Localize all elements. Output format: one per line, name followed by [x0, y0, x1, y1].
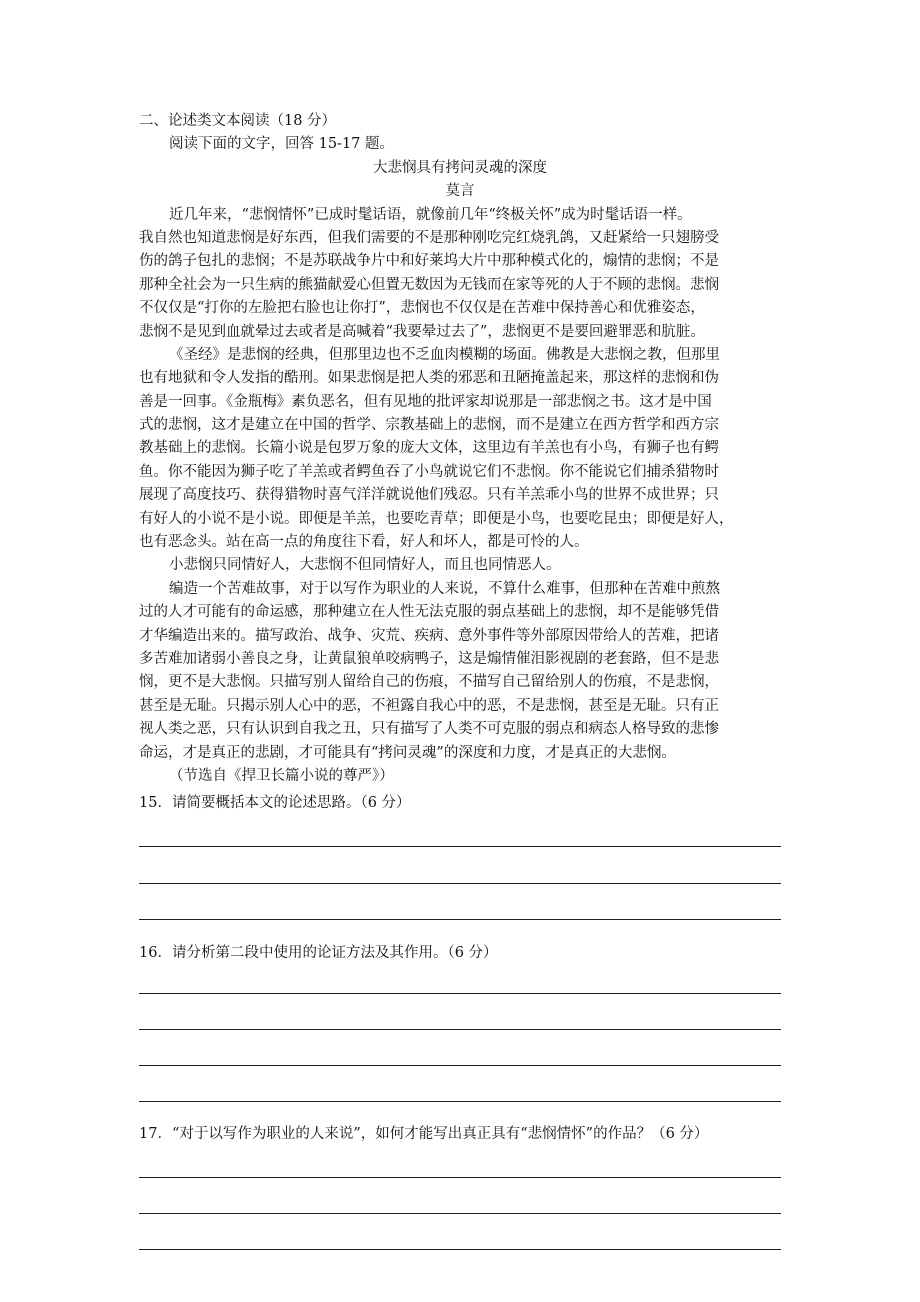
paragraph-line: 鱼。你不能因为狮子吃了羊羔或者鳄鱼吞了小鸟就说它们不悲悯。你不能说它们捕杀猎物时 [139, 463, 719, 480]
paragraph-line: 不仅仅是“打你的左脸把右脸也让你打”，悲悯也不仅仅是在苦难中保持善心和优雅姿态， [139, 300, 705, 317]
reading-instruction: 阅读下面的文字，回答 15-17 题。 [169, 136, 395, 153]
paragraph-line: 甚至是无耻。只揭示别人心中的恶，不袒露自我心中的恶，不是悲悯，甚至是无耻。只有正 [139, 697, 719, 714]
answer-area-15[interactable] [139, 816, 781, 928]
exam-page [139, 110, 781, 1259]
paragraph-line: 编造一个苦难故事，对于以写作为职业的人来说，不算什么难事，但那种在苦难中煎熬 [169, 580, 720, 597]
question-16: 16．请分析第二段中使用的论证方法及其作用。（6 分） [139, 944, 498, 961]
paragraph-line: 教基础上的悲悯。长篇小说是包罗万象的庞大文体，这里边有羊羔也有小鸟，有狮子也有鳄 [139, 440, 719, 457]
section-heading: 二、论述类文本阅读（18 分） [139, 113, 337, 129]
paragraph-1 [139, 204, 781, 344]
paragraph-line: 命运，才是真正的悲剧，才可能具有“拷问灵魂”的深度和力度，才是真正的大悲悯。 [139, 744, 676, 761]
answer-line [139, 883, 781, 884]
answer-line [139, 1249, 781, 1250]
question-15: 15．请简要概括本文的论述思路。（6 分） [139, 795, 411, 812]
paragraph-line: 有好人的小说不是小说。即便是羊羔，也要吃青草；即便是小鸟，也要吃昆虫；即便是好人， [139, 510, 734, 527]
source-note: （节选自《捍卫长篇小说的尊严》） [169, 767, 394, 784]
paragraph-line: 展现了高度技巧、获得猎物时喜气洋洋就说他们残忍。只有羊羔乖小鸟的世界不成世界；只 [139, 487, 719, 504]
paragraph-line: 也有恶念头。站在高一点的角度往下看，好人和坏人，都是可怜的人。 [139, 534, 589, 551]
paragraph-3 [139, 554, 781, 577]
paragraph-line: 悲悯不是见到血就晕过去或者是高喊着“我要晕过去了”，悲悯更不是要回避罪恶和肮脏。 [139, 323, 705, 340]
answer-line [139, 1177, 781, 1178]
article-title: 大悲悯具有拷问灵魂的深度 [373, 159, 547, 176]
paragraph-line: 多苦难加诸弱小善良之身，让黄鼠狼单咬病鸭子，这是煽情催泪影视剧的老套路，但不是悲 [139, 650, 719, 667]
answer-line [139, 1029, 781, 1030]
paragraph-line: 近几年来，“悲悯情怀”已成时髦话语，就像前几年“终极关怀”成为时髦话语一样。 [169, 206, 692, 223]
paragraph-4 [139, 578, 781, 765]
question-17: 17．“对于以写作为职业的人来说”，如何才能写出真正具有“悲悯情怀”的作品？（6 分） [139, 1126, 709, 1143]
paragraph-line: 也有地狱和令人发指的酷刑。如果悲悯是把人类的邪恶和丑陋掩盖起来，那这样的悲悯和伪 [139, 370, 719, 387]
answer-line [139, 1065, 781, 1066]
paragraph-line: 《圣经》是悲悯的经典，但那里边也不乏血肉模糊的场面。佛教是大悲悯之教，但那里 [169, 346, 720, 363]
answer-area-16[interactable] [139, 965, 781, 1111]
paragraph-line: 过的人才可能有的命运感，那种建立在人性无法克服的弱点基础上的悲悯，却不是能够凭借 [139, 604, 719, 621]
paragraph-line: 那种全社会为一只生病的熊猫献爱心但置无数因为无钱而在家等死的人于不顾的悲悯。悲悯 [139, 276, 719, 293]
answer-line [139, 846, 781, 847]
paragraph-line: 悯，更不是大悲悯。只描写别人留给自己的伤痕，不描写自己留给别人的伤痕，不是悲悯， [139, 674, 719, 691]
paragraph-line: 我自然也知道悲悯是好东西，但我们需要的不是那种刚吃完红烧乳鸽，又赶紧给一只翅膀受 [139, 229, 719, 246]
paragraph-line: 才华编造出来的。描写政治、战争、灾荒、疾病、意外事件等外部原因带给人的苦难，把诸 [139, 627, 719, 644]
paragraph-line: 式的悲悯，这才是建立在中国的哲学、宗教基础上的悲悯，而不是建立在西方哲学和西方宗 [139, 417, 719, 434]
answer-line [139, 1101, 781, 1102]
paragraph-line: 伤的鸽子包扎的悲悯；不是苏联战争片中和好莱坞大片中那种模式化的，煽情的悲悯；不是 [139, 253, 719, 270]
paragraph-line: 善是一回事。《金瓶梅》素负恶名，但有见地的批评家却说那是一部悲悯之书。这才是中国 [139, 393, 712, 410]
answer-line [139, 1213, 781, 1214]
article-author: 莫言 [445, 183, 475, 200]
answer-line [139, 919, 781, 920]
paragraph-line: 视人类之恶，只有认识到自我之丑，只有描写了人类不可克服的弱点和病态人格导致的悲惨 [139, 721, 719, 738]
paragraph-2 [139, 344, 781, 555]
paragraph-line: 小悲悯只同情好人，大悲悯不但同情好人，而且也同情恶人。 [169, 557, 561, 574]
answer-line [139, 993, 781, 994]
answer-area-17[interactable] [139, 1147, 781, 1259]
